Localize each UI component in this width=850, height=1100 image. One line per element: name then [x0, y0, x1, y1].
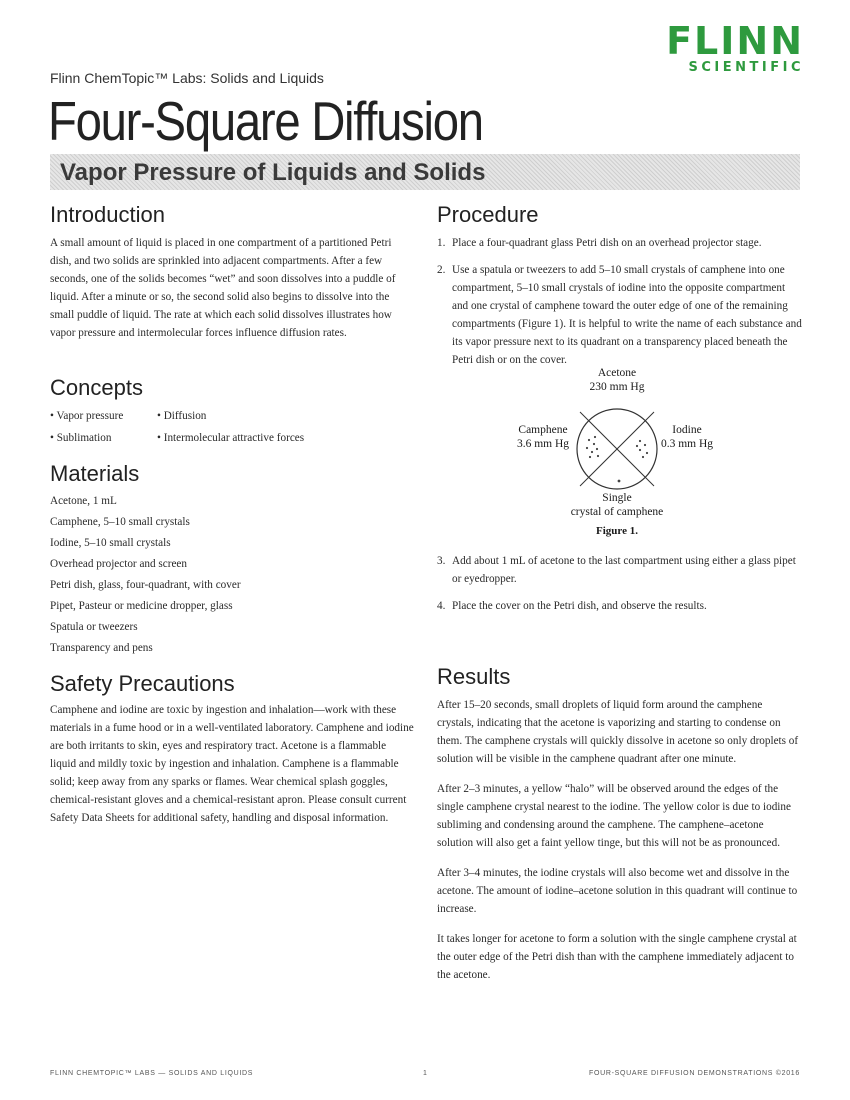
material-item: Transparency and pens — [50, 642, 153, 654]
flinn-scientific-logo — [664, 19, 804, 76]
introduction-text: A small amount of liquid is placed in one compartment of a partitioned Petri dish, and two solids are sprinkled into adjacent compartments. After a few seconds, one of the solids becomes “wet” and soon dissolves into a puddle of liquid. After a minute or so, the second solid also begins to dissolve into the small puddle of liquid. The rate at which each solid dissolves illustrates how vapor pressure and intermolecular forces influence diffusion rates. — [50, 237, 396, 339]
acetone-vapor-pressure: 230 mm Hg — [589, 381, 645, 393]
iodine-label — [653, 423, 721, 451]
materials-section — [50, 461, 415, 660]
procedure-step — [437, 597, 802, 615]
pointer-line — [645, 477, 654, 486]
material-item: Overhead projector and screen — [50, 558, 187, 570]
material-item: Pipet, Pasteur or medicine dropper, glass — [50, 600, 233, 612]
results-paragraph: It takes longer for acetone to form a solution with the single camphene crystal at the outer edge of the Petri dish than with the camphene immediately adjacent to the acetone. — [437, 933, 797, 981]
footer-right: FOUR-SQUARE DIFFUSION DEMONSTRATIONS ©2016 — [588, 1070, 800, 1077]
concepts-heading: Concepts — [50, 375, 143, 400]
procedure-step — [437, 261, 802, 369]
step-text: Add about 1 mL of acetone to the last compartment using either a glass pipet or eyedropper. — [452, 555, 796, 585]
procedure-heading: Procedure — [437, 202, 539, 227]
iodine-vapor-pressure: 0.3 mm Hg — [660, 438, 714, 450]
results-paragraph: After 2–3 minutes, a yellow “halo” will be observed around the edges of the single camphene crystal nearest to the iodine. The yellow color is due to iodine subliming and condensing around the camphene. The camphene–acetone solution will also get a faint yellow tinge, but this will not be as pronounced. — [437, 783, 791, 849]
material-item: Iodine, 5–10 small crystals — [50, 537, 171, 549]
step-text: Use a spatula or tweezers to add 5–10 small crystals of camphene into one compartment, 5–10 small crystals of iodine into the opposite compartment and one crystal of camphene toward the outer edge of one of the remaining compartments (Figure 1). It is helpful to write the name of each substance and its vapor pressure next to its quadrant on a transparency placed beneath the Petri dish or on the cover. — [452, 264, 802, 366]
material-item: Spatula or tweezers — [50, 621, 138, 633]
concept-item: • Vapor pressure — [50, 410, 124, 422]
concept-item: • Intermolecular attractive forces — [157, 432, 305, 444]
procedure-step — [437, 234, 802, 252]
page-title: Four-Square Diffusion — [48, 90, 483, 152]
results-paragraph: After 3–4 minutes, the iodine crystals will also become wet and dissolve in the acetone. The amount of iodine–acetone solution in this quadrant will continue to increase. — [437, 867, 798, 915]
concepts-list — [50, 407, 415, 447]
material-item: Camphene, 5–10 small crystals — [50, 516, 190, 528]
page-number: 1 — [423, 1070, 428, 1077]
single-crystal-name: Single — [602, 492, 632, 504]
step-text: Place a four-quadrant glass Petri dish on an overhead projector stage. — [452, 237, 762, 249]
procedure-step — [437, 552, 802, 588]
pointer-line — [580, 477, 589, 486]
results-section — [437, 664, 802, 996]
safety-heading: Safety Precautions — [50, 671, 235, 696]
introduction-heading: Introduction — [50, 202, 165, 227]
procedure-section — [437, 202, 802, 624]
materials-heading: Materials — [50, 461, 140, 486]
results-paragraph: After 15–20 seconds, small droplets of liquid form around the camphene crystals, indicating that the acetone is vaporizing and starting to condense on them. The camphene crystals will quickly dissolve in acetone so only droplets of solution will be visible in the camphene quadrant after one minute. — [437, 699, 799, 765]
procedure-steps — [437, 234, 802, 369]
material-item: Acetone, 1 mL — [50, 495, 117, 507]
step-number: 4. — [437, 600, 446, 612]
logo-line-1: FLINN — [666, 19, 804, 63]
series-label: Flinn ChemTopic™ Labs: Solids and Liquids — [50, 70, 324, 86]
procedure-steps-continued — [437, 552, 802, 615]
acetone-name: Acetone — [597, 367, 637, 379]
camphene-vapor-pressure: 3.6 mm Hg — [516, 438, 570, 450]
safety-section — [50, 671, 415, 827]
single-crystal-description: crystal of camphene — [570, 506, 664, 518]
figure-1 — [437, 367, 802, 540]
step-number: 3. — [437, 555, 446, 567]
subtitle: Vapor Pressure of Liquids and Solids — [60, 159, 486, 186]
logo-line-2: SCIENTIFIC — [688, 60, 804, 75]
single-crystal-label — [557, 491, 677, 519]
camphene-name: Camphene — [518, 424, 568, 436]
safety-text: Camphene and iodine are toxic by ingestion and inhalation—work with these materials in a fume hood or in a well-ventilated laboratory. Camphene and iodine are both irritants to skin, eyes and respiratory tract. Acetone is a flammable liquid and mildly toxic by ingestion and inhalation. Camphene is a flammable solid; keep away from any sparks or flames. Wear chemical splash goggles, chemical-resistant gloves and a chemical-resistant apron. Please consult current Safety Data Sheets for additional safety, handling and disposal information. — [50, 704, 414, 824]
concepts-section — [50, 375, 415, 447]
figure-caption: Figure 1. — [596, 525, 638, 537]
subtitle-banner — [50, 154, 800, 190]
footer-left: FLINN CHEMTOPIC™ LABS — SOLIDS AND LIQUIDS — [50, 1070, 254, 1077]
concept-item: • Diffusion — [157, 410, 207, 422]
introduction-section — [50, 202, 415, 342]
material-item: Petri dish, glass, four-quadrant, with cover — [50, 579, 241, 591]
step-text: Place the cover on the Petri dish, and observe the results. — [452, 600, 707, 612]
step-number: 1. — [437, 237, 446, 249]
results-heading: Results — [437, 664, 511, 689]
concept-item: • Sublimation — [50, 432, 112, 444]
pointer-line — [645, 412, 654, 421]
iodine-name: Iodine — [672, 424, 702, 436]
pointer-line — [580, 412, 589, 421]
acetone-label — [567, 366, 667, 394]
single-camphene-crystal — [618, 480, 621, 483]
materials-list — [50, 492, 415, 660]
camphene-label — [509, 423, 577, 451]
camphene-crystals — [586, 436, 599, 458]
iodine-crystals — [636, 440, 648, 458]
step-number: 2. — [437, 264, 446, 276]
